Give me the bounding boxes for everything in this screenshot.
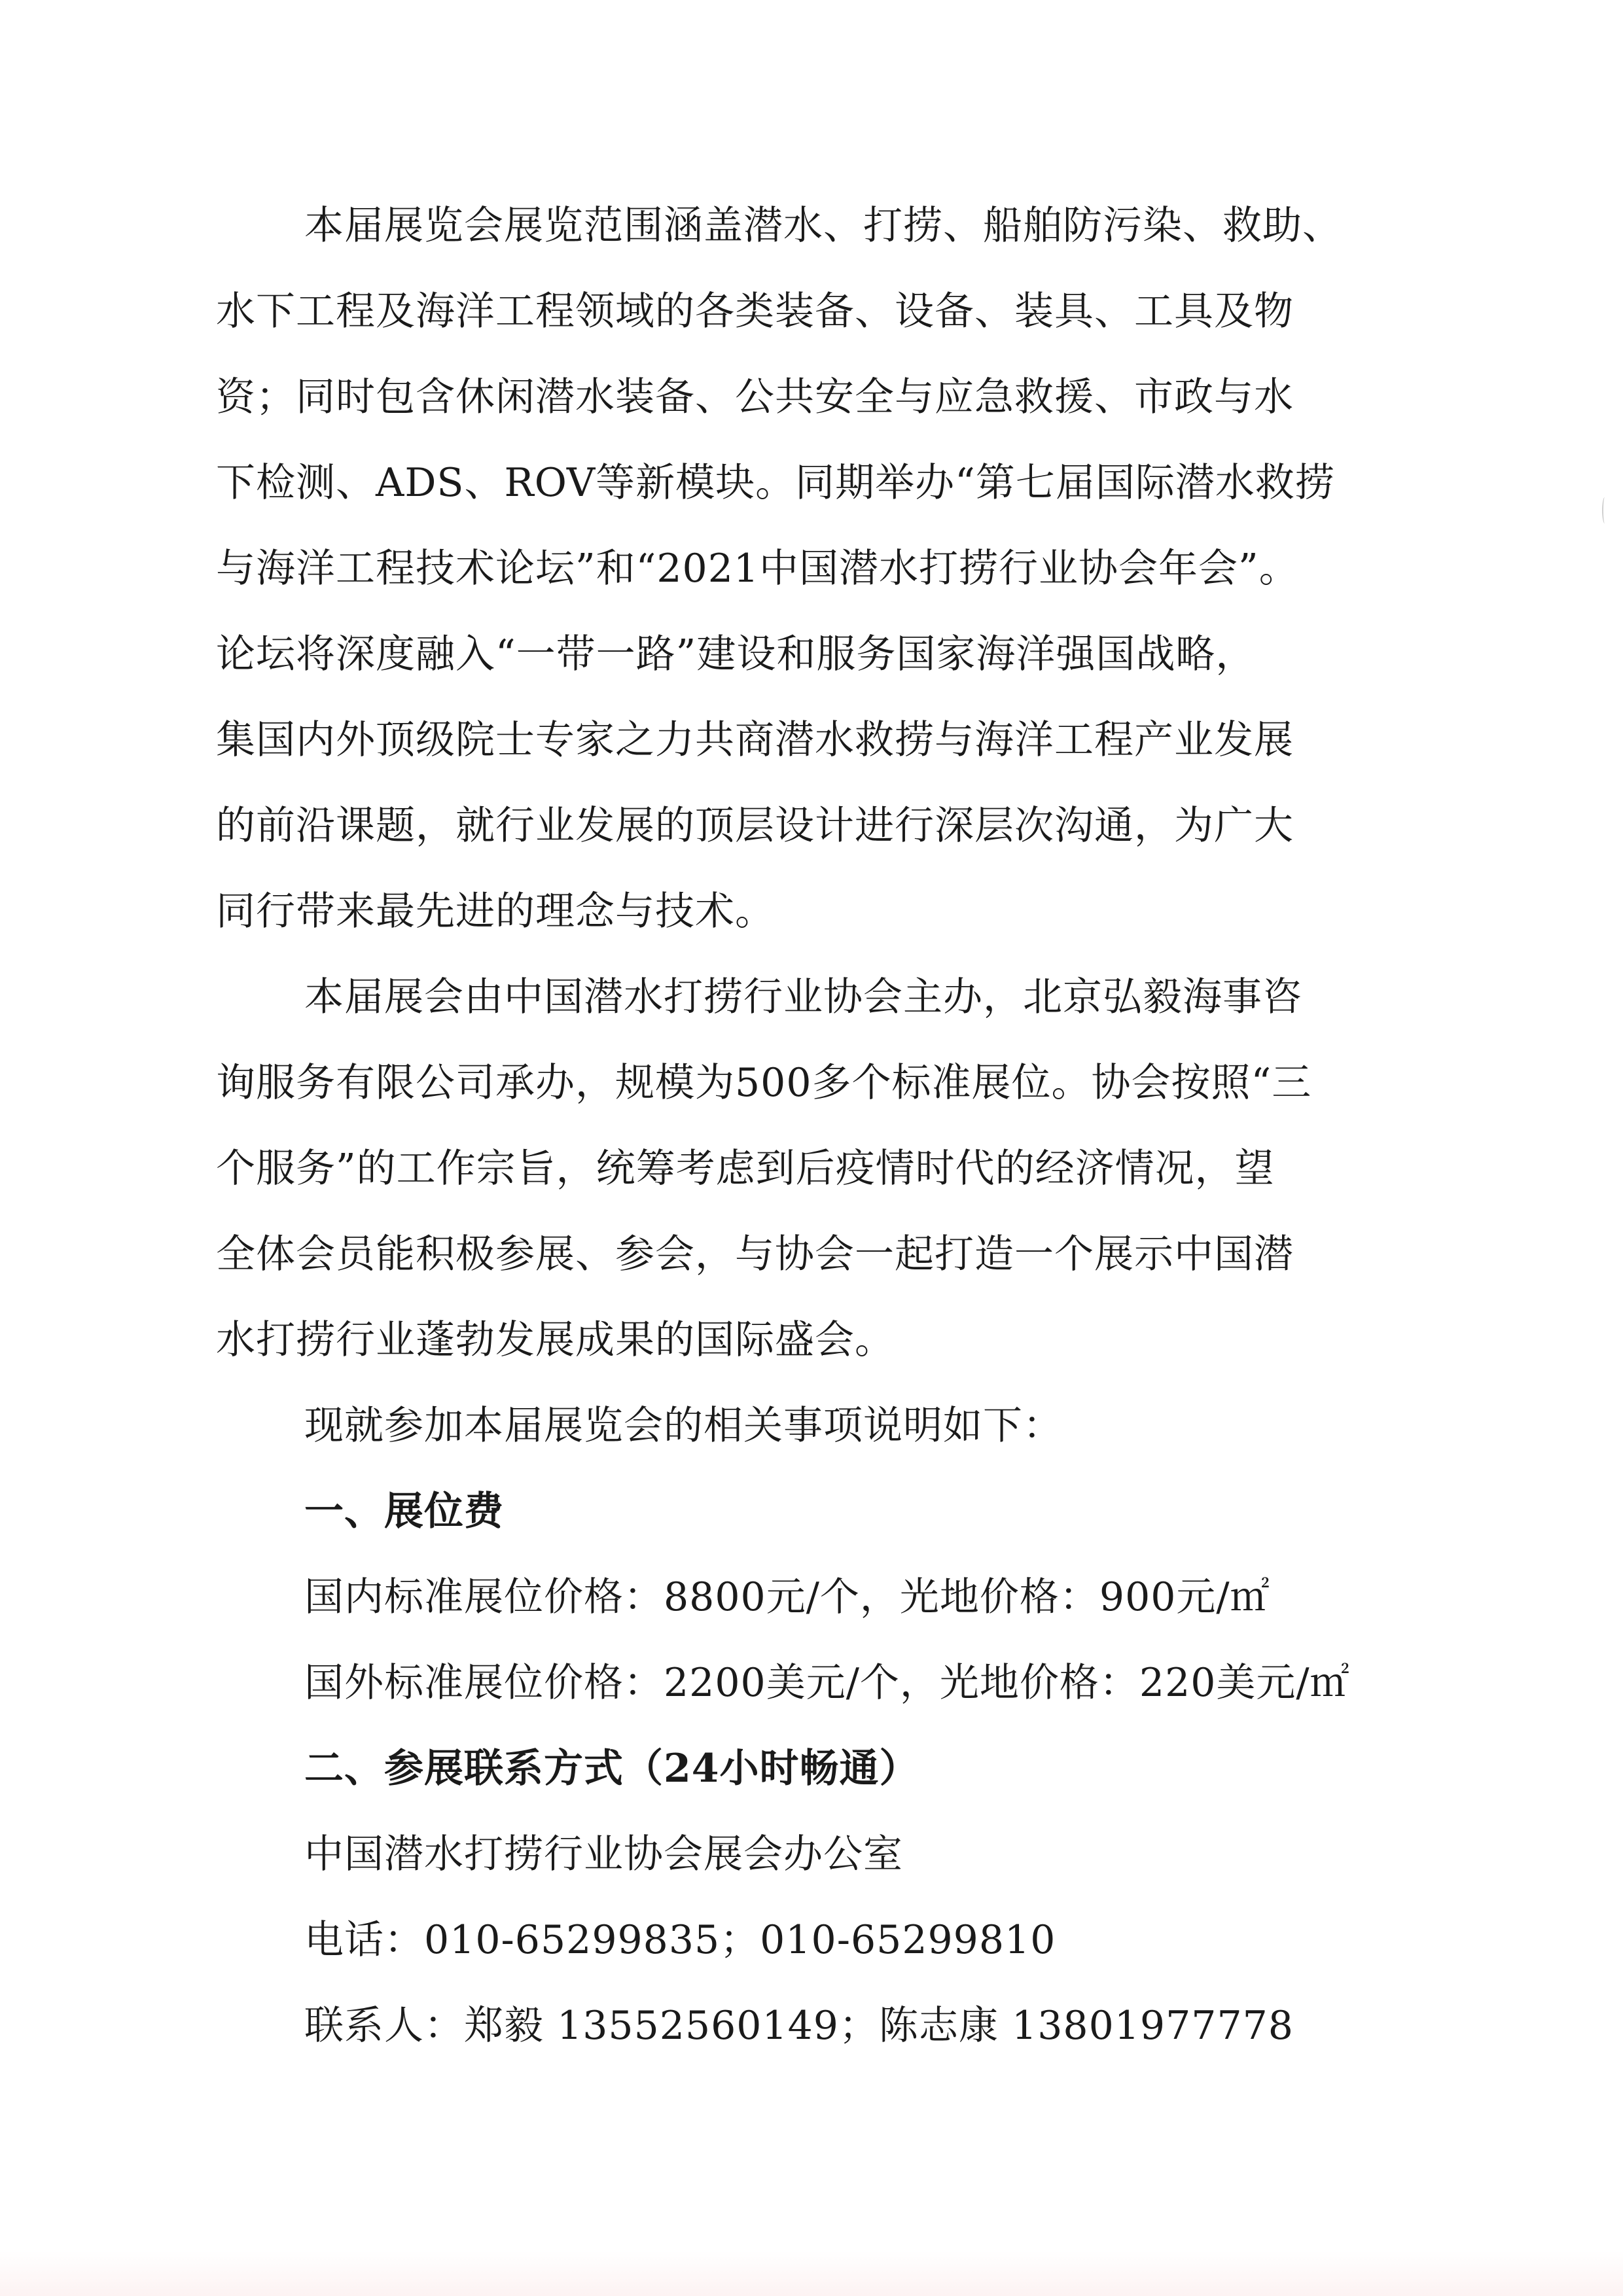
paragraph-2-line-5: 水打捞行业蓬勃发展成果的国际盛会。: [216, 1317, 895, 1363]
paragraph-1-line-9: 同行带来最先进的理念与技术。: [216, 889, 775, 934]
section-2-heading: 二、参展联系方式（24小时畅通）: [304, 1746, 919, 1792]
scan-bottom-tint: [0, 2251, 1623, 2296]
paragraph-2-line-1: 本届展会由中国潜水打捞行业协会主办，北京弘毅海事咨: [304, 974, 1302, 1020]
paragraph-1-line-1: 本届展览会展览范围涵盖潜水、打捞、船舶防污染、救助、: [304, 203, 1342, 249]
scan-artifact-mark: [1602, 497, 1607, 523]
foreign-booth-price: 国外标准展位价格：2200美元/个，光地价格：220美元/㎡: [304, 1660, 1350, 1706]
paragraph-1-line-4: 下检测、ADS、ROV等新模块。同期举办“第七届国际潜水救捞: [216, 460, 1335, 506]
document-body: [216, 183, 1407, 2069]
contact-persons: 联系人：郑毅 13552560149；陈志康 13801977778: [304, 2003, 1294, 2049]
paragraph-2-line-3: 个服务”的工作宗旨，统筹考虑到后疫情时代的经济情况，望: [216, 1146, 1275, 1192]
phone-numbers: 电话：010-65299835；010-65299810: [304, 1917, 1056, 1963]
paragraph-1-line-8: 的前沿课题，就行业发展的顶层设计进行深层次沟通，为广大: [216, 803, 1294, 849]
paragraph-1-line-5: 与海洋工程技术论坛”和“2021中国潜水打捞行业协会年会”。: [216, 546, 1299, 592]
paragraph-1-line-2: 水下工程及海洋工程领域的各类装备、设备、装具、工具及物: [216, 289, 1294, 334]
paragraph-1-line-3: 资；同时包含休闲潜水装备、公共安全与应急救援、市政与水: [216, 374, 1294, 420]
intro-line: 现就参加本届展览会的相关事项说明如下：: [304, 1403, 1063, 1449]
paragraph-1-line-7: 集国内外顶级院士专家之力共商潜水救捞与海洋工程产业发展: [216, 717, 1294, 763]
section-1-heading: 一、展位费: [304, 1489, 504, 1534]
paragraph-1-line-6: 论坛将深度融入“一带一路”建设和服务国家海洋强国战略，: [216, 631, 1256, 677]
exhibition-office: 中国潜水打捞行业协会展会办公室: [304, 1831, 903, 1877]
domestic-booth-price: 国内标准展位价格：8800元/个，光地价格：900元/㎡: [304, 1574, 1270, 1620]
paragraph-2-line-2: 询服务有限公司承办，规模为500多个标准展位。协会按照“三: [216, 1060, 1312, 1106]
paragraph-2-line-4: 全体会员能积极参展、参会，与协会一起打造一个展示中国潜: [216, 1231, 1294, 1277]
